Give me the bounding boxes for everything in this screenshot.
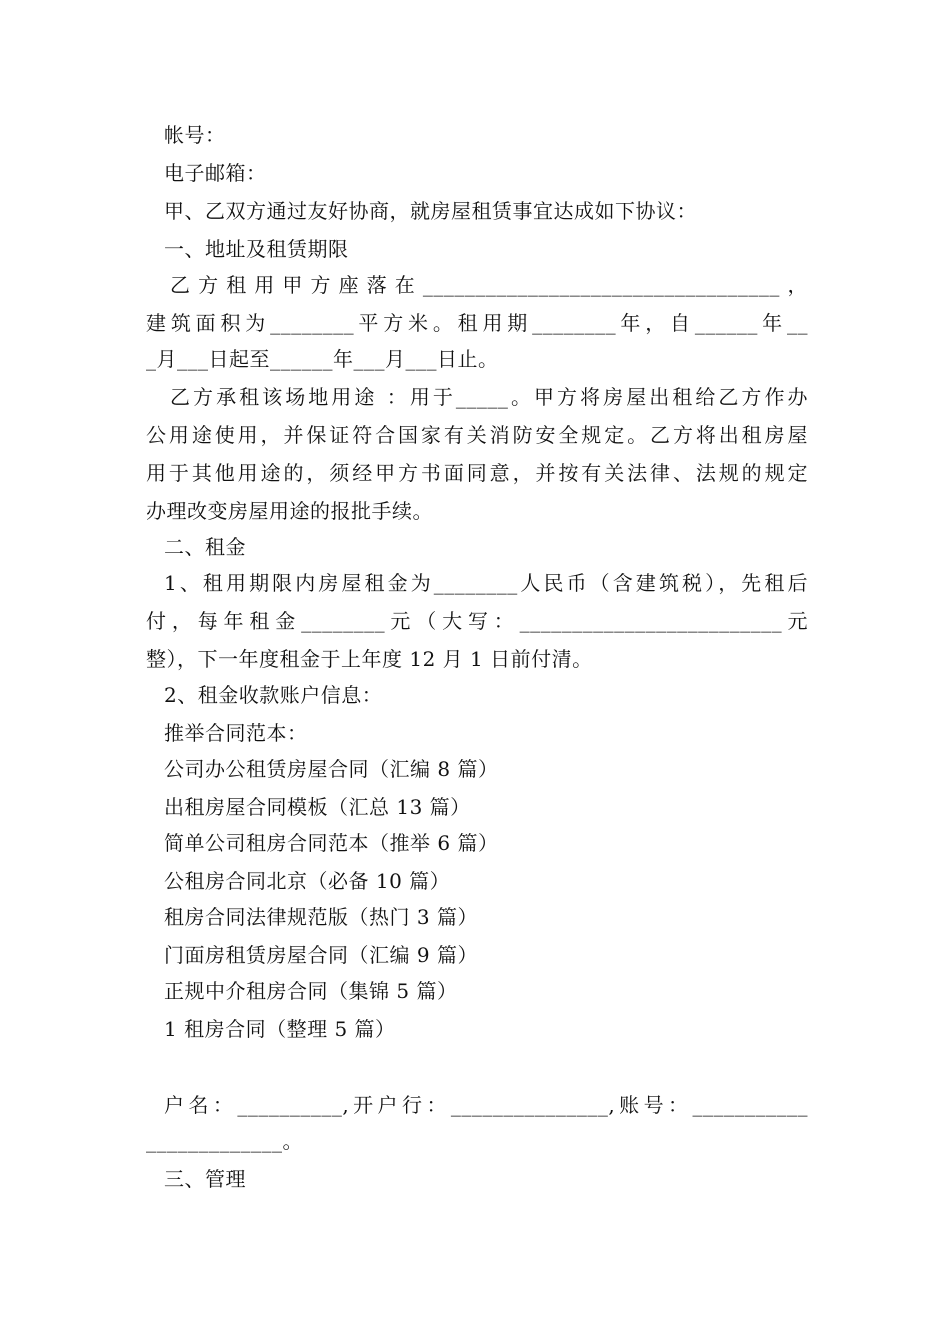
recommended-item[interactable]: 门面房租赁房屋合同（汇编 9 篇） <box>164 943 478 967</box>
account-number-label: 帐号： <box>164 123 226 147</box>
usage-line-4: 办理改变房屋用途的报批手续。 <box>146 499 433 523</box>
recommended-heading: 推举合同范本： <box>164 721 308 745</box>
recommended-item[interactable]: 出租房屋合同模板（汇总 13 篇） <box>164 795 471 819</box>
term-dates-line: _月___日起至______年___月___日止。 <box>146 347 499 371</box>
recommended-item[interactable]: 正规中介租房合同（集锦 5 篇） <box>164 979 458 1003</box>
rent-line-3: 整），下一年度租金于上年度 12 月 1 日前付清。 <box>146 647 593 671</box>
rent-line-1: 1、租用期限内房屋租金为________人民币（含建筑税），先租后 <box>164 571 808 595</box>
bank-account-line-2: _____________。 <box>146 1129 303 1153</box>
recommended-item[interactable]: 公司办公租赁房屋合同（汇编 8 篇） <box>164 757 499 781</box>
account-info-heading: 2、租金收款账户信息： <box>164 683 383 707</box>
email-label: 电子邮箱： <box>164 161 267 185</box>
usage-line-3: 用于其他用途的，须经甲方书面同意，并按有关法律、法规的规定 <box>146 461 808 485</box>
recommended-item[interactable]: 1 租房合同（整理 5 篇） <box>164 1017 396 1041</box>
recommended-item[interactable]: 公租房合同北京（必备 10 篇） <box>164 869 451 893</box>
section-3-heading: 三、管理 <box>164 1167 246 1191</box>
section-1-heading: 一、地址及租赁期限 <box>164 237 349 261</box>
recommended-item[interactable]: 租房合同法律规范版（热门 3 篇） <box>164 905 478 929</box>
agreement-intro: 甲、乙双方通过友好协商，就房屋租赁事宜达成如下协议： <box>164 199 697 223</box>
rent-line-2: 付，每年租金________元（大写：_________________________元 <box>146 609 808 633</box>
area-term-line: 建筑面积为________平方米。租用期________年，自______年__ <box>146 311 808 335</box>
usage-line-1: 乙方承租该场地用途 ：用于_____。甲方将房屋出租给乙方作办 <box>170 385 808 409</box>
usage-line-2: 公用途使用，并保证符合国家有关消防安全规定。乙方将出租房屋 <box>146 423 808 447</box>
section-2-heading: 二、租金 <box>164 535 246 559</box>
bank-account-line-1: 户名：__________,开户行：_______________,账号：___________ <box>164 1093 808 1117</box>
recommended-item[interactable]: 简单公司租房合同范本（推举 6 篇） <box>164 831 499 855</box>
address-line: 乙方租用甲方座落在__________________________________， <box>170 273 808 297</box>
